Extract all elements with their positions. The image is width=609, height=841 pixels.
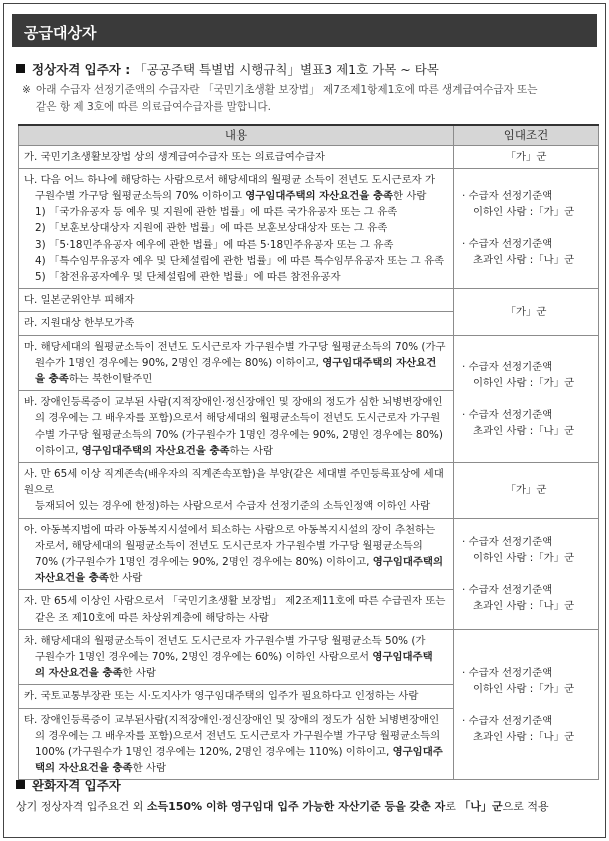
row-ta: 타. 장애인등록증이 교부된사람(지적장애인·정신장애인 및 장애의 정도가 심한 뇌병변장애인 의 경우에는 그 배우자를 포함)으로서 전년도 도시근로자 가구원수별 가구당 월평균소득의 100% (가구원수가 1명인 경우에는 120%, 2명인 경우에는 110%) 이하이고, 영구임대주 택의 자산요건을 충족한 사람 — [19, 708, 454, 780]
page-title: 공급대상자 — [24, 24, 97, 42]
rent-condition-cell: · 수급자 선정기준액 이하인 사람 :「가」군 · 수급자 선정기준액 초과인 사람 :「나」군 — [454, 518, 599, 629]
table-row — [19, 145, 599, 168]
table-row — [19, 168, 599, 288]
row-ja: 자. 만 65세 이상인 사람으로서 「국민기초생활 보장법」 제2조제11호에 따른 수급권자 또는 같은 조 제10호에 따른 차상위계층에 해당하는 사람 — [19, 590, 454, 629]
table-row — [19, 289, 599, 312]
row-ra: 라. 지원대상 한부모가족 — [19, 312, 454, 335]
row-ka: 카. 국토교통부장관 또는 시·도지사가 영구임대주택의 입주가 필요하다고 인정하는 사람 — [19, 685, 454, 708]
section-relaxed-title: 완화자격 입주자 — [16, 778, 121, 794]
section-regular-title: 정상자격 입주자 : 「공공주택 특별법 시행규칙」별표3 제1호 가목 ~ 타목 — [16, 62, 439, 78]
rent-condition-cell: · 수급자 선정기준액 이하인 사람 :「가」군 · 수급자 선정기준액 초과인 사람 :「나」군 — [454, 629, 599, 780]
relaxed-description: 상기 정상자격 입주요건 외 소득150% 이하 영구임대 입주 가능한 자산기준 등을 갖춘 자로 「나」군으로 적용 — [16, 800, 549, 813]
page-header — [12, 14, 597, 47]
rent-condition-cell: · 수급자 선정기준액 이하인 사람 :「가」군 · 수급자 선정기준액 초과인 사람 :「나」군 — [454, 168, 599, 288]
eligibility-table — [18, 124, 599, 780]
row-ma: 마. 해당세대의 월평균소득이 전년도 도시근로자 가구원수별 가구당 월평균소득의 70% (가구 원수가 1명인 경우에는 90%, 2명인 경우에는 80%) 이하이고, 영구임대주택의 자산요건 을 충족하는 북한이탈주민 — [19, 335, 454, 391]
table-header-row — [19, 125, 599, 145]
row-a: 아. 아동복지법에 따라 아동복지시설에서 퇴소하는 사람으로 아동복지시설의 장이 추천하는 자로서, 해당세대의 월평균소득이 전년도 도시근로자 가구원수별 가구당 월평균소득의 70% (가구원수가 1명인 경우에는 90%, 2명인 경우에는 80%) 이하이고, 영구임대주택의 자산요건을 충족한 사람 — [19, 518, 454, 590]
table-row — [19, 629, 599, 685]
rent-group-cell: 「가」군 — [454, 289, 599, 335]
row-sa: 사. 만 65세 이상 직계존속(배우자의 직계존속포함)을 부양(같은 세대별 주민등록표상에 세대원으로 등재되어 있는 경우에 한정)하는 사람으로서 수급자 선정기준의 소득인정액 이하인 사람 — [19, 462, 454, 518]
row-cha: 차. 해당세대의 월평균소득이 전년도 도시근로자 가구원수별 가구당 월평균소득 50% (가 구원수가 1명인 경우에는 70%, 2명인 경우에는 60%) 이하인 사람으로서 영구임대주택 의 자산요건을 충족한 사람 — [19, 629, 454, 685]
row-da: 다. 일본군위안부 피해자 — [19, 289, 454, 312]
column-header-content: 내용 — [19, 125, 454, 145]
rent-condition-cell: · 수급자 선정기준액 이하인 사람 :「가」군 · 수급자 선정기준액 초과인 사람 :「나」군 — [454, 335, 599, 462]
row-ga: 가. 국민기초생활보장법 상의 생계급여수급자 또는 의료급여수급자 — [19, 145, 454, 168]
square-bullet-icon — [16, 64, 25, 73]
note: ※ 아래 수급자 선정기준액의 수급자란 「국민기초생활 보장법」 제7조제1항제1호에 따른 생계급여수급자 또는 같은 항 제 3호에 따른 의료급여수급자를 말합니다. — [22, 84, 538, 113]
table-row — [19, 518, 599, 590]
table-row — [19, 335, 599, 391]
row-na: 나. 다음 어느 하나에 해당하는 사람으로서 해당세대의 월평균 소득이 전년도 도시근로자 가 구원수별 가구당 월평균소득의 70% 이하이고 영구임대주택의 자산요건을 충족한 사람 1) 「국가유공자 등 예우 및 지원에 관한 법률」에 따른 국가유공자 또는 그 유족 2) 「보훈보상대상자 지원에 관한 법률」에 따른 보훈보상대상자 또는 그 유족 3) 「5·18민주유공자 예우에 관한 법률」에 따른 5·18민주유공자 또는 그 유족 4) 「특수임무유공자 예우 및 단체설립에 관한 법률」에 따른 특수임무유공자 또는 그 유족 5) 「참전유공자예우 및 단체설립에 관한 법률」에 따른 참전유공자 — [19, 168, 454, 288]
rent-group-cell: 「가」군 — [454, 462, 599, 518]
rent-group-cell: 「가」군 — [454, 145, 599, 168]
row-ba: 바. 장애인등록증이 교부된 사람(지적장애인·정신장애인 및 장애의 정도가 심한 뇌병변장애인 의 경우에는 그 배우자를 포함)으로서 해당세대의 월평균소득이 전년도 도시근로자 가구원 수별 가구당 월평균소득의 70% (가구원수가 1명인 경우에는 90%, 2명인 경우에는 80%) 이하이고, 영구임대주택의 자산요건을 충족하는 사람 — [19, 391, 454, 463]
table-row — [19, 462, 599, 518]
column-header-condition: 임대조건 — [454, 125, 599, 145]
square-bullet-icon — [16, 780, 25, 789]
